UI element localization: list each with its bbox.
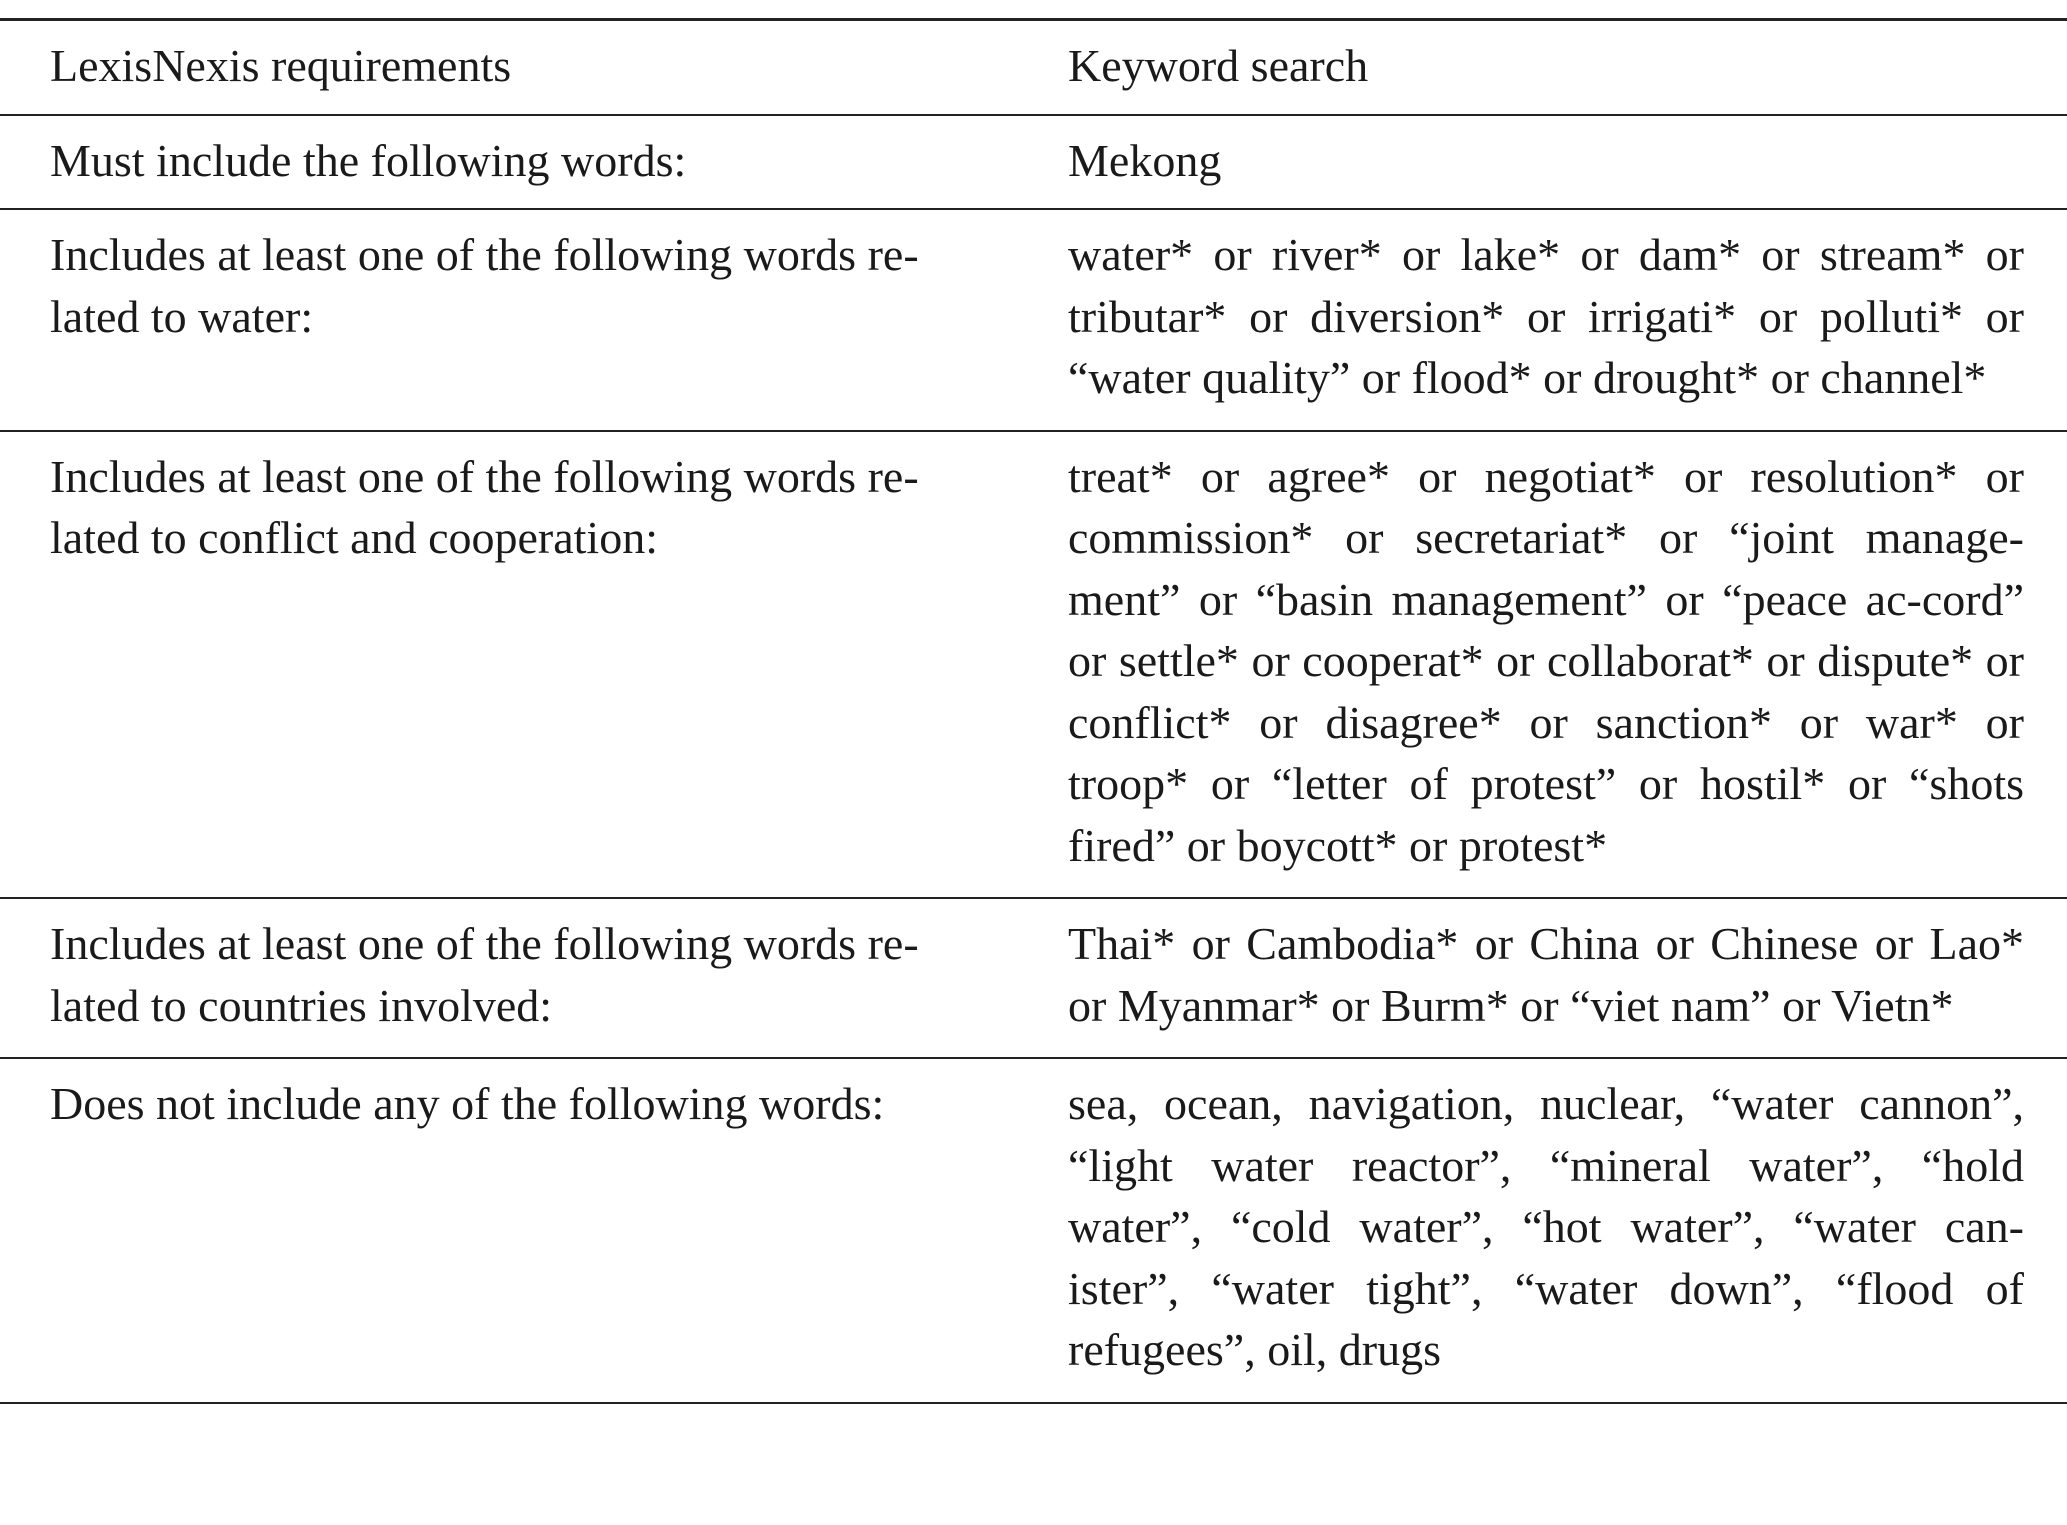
table-row <box>0 431 2067 899</box>
requirement-cell: Includes at least one of the following words re-lated to water: <box>50 229 919 342</box>
table-row <box>0 209 2067 431</box>
requirement-cell: Must include the following words: <box>50 134 687 186</box>
keywords-cell: treat* or agree* or negotiat* or resolution* or commission* or secretariat* or “joint manage-ment” or “basin management” or “peace ac-cord” or settle* or cooperat* or collaborat* or dispute* or conflict* or disagree* or sanction* or war* or troop* or “letter of protest” or hostil* or “shots fired” or boycott* or protest* <box>1068 450 2024 871</box>
keyword-table-container <box>0 18 2067 1404</box>
header-requirements: LexisNexis requirements <box>50 40 512 91</box>
table-row <box>0 1058 2067 1403</box>
table-header-row <box>0 20 2067 115</box>
keyword-search-table <box>0 18 2067 1404</box>
requirement-cell: Includes at least one of the following words re-lated to conflict and cooperation: <box>50 450 919 563</box>
keywords-cell: Mekong <box>1068 134 1222 186</box>
requirement-cell: Does not include any of the following words: <box>50 1078 885 1129</box>
table-row <box>0 898 2067 1058</box>
header-keyword-search: Keyword search <box>1068 40 1369 91</box>
table-row <box>0 115 2067 210</box>
keywords-cell: Thai* or Cambodia* or China or Chinese or Lao* or Myanmar* or Burm* or “viet nam” or Vietn* <box>1068 918 2024 1031</box>
keywords-cell: sea, ocean, navigation, nuclear, “water cannon”, “light water reactor”, “mineral water”, “hold water”, “cold water”, “hot water”, “water can-ister”, “water tight”, “water down”, “flood of refugees”, oil, drugs <box>1068 1078 2024 1375</box>
keywords-cell: water* or river* or lake* or dam* or stream* or tributar* or diversion* or irrigati* or polluti* or “water quality” or flood* or drought* or channel* <box>1068 229 2024 403</box>
requirement-cell: Includes at least one of the following words re-lated to countries involved: <box>50 918 919 1031</box>
